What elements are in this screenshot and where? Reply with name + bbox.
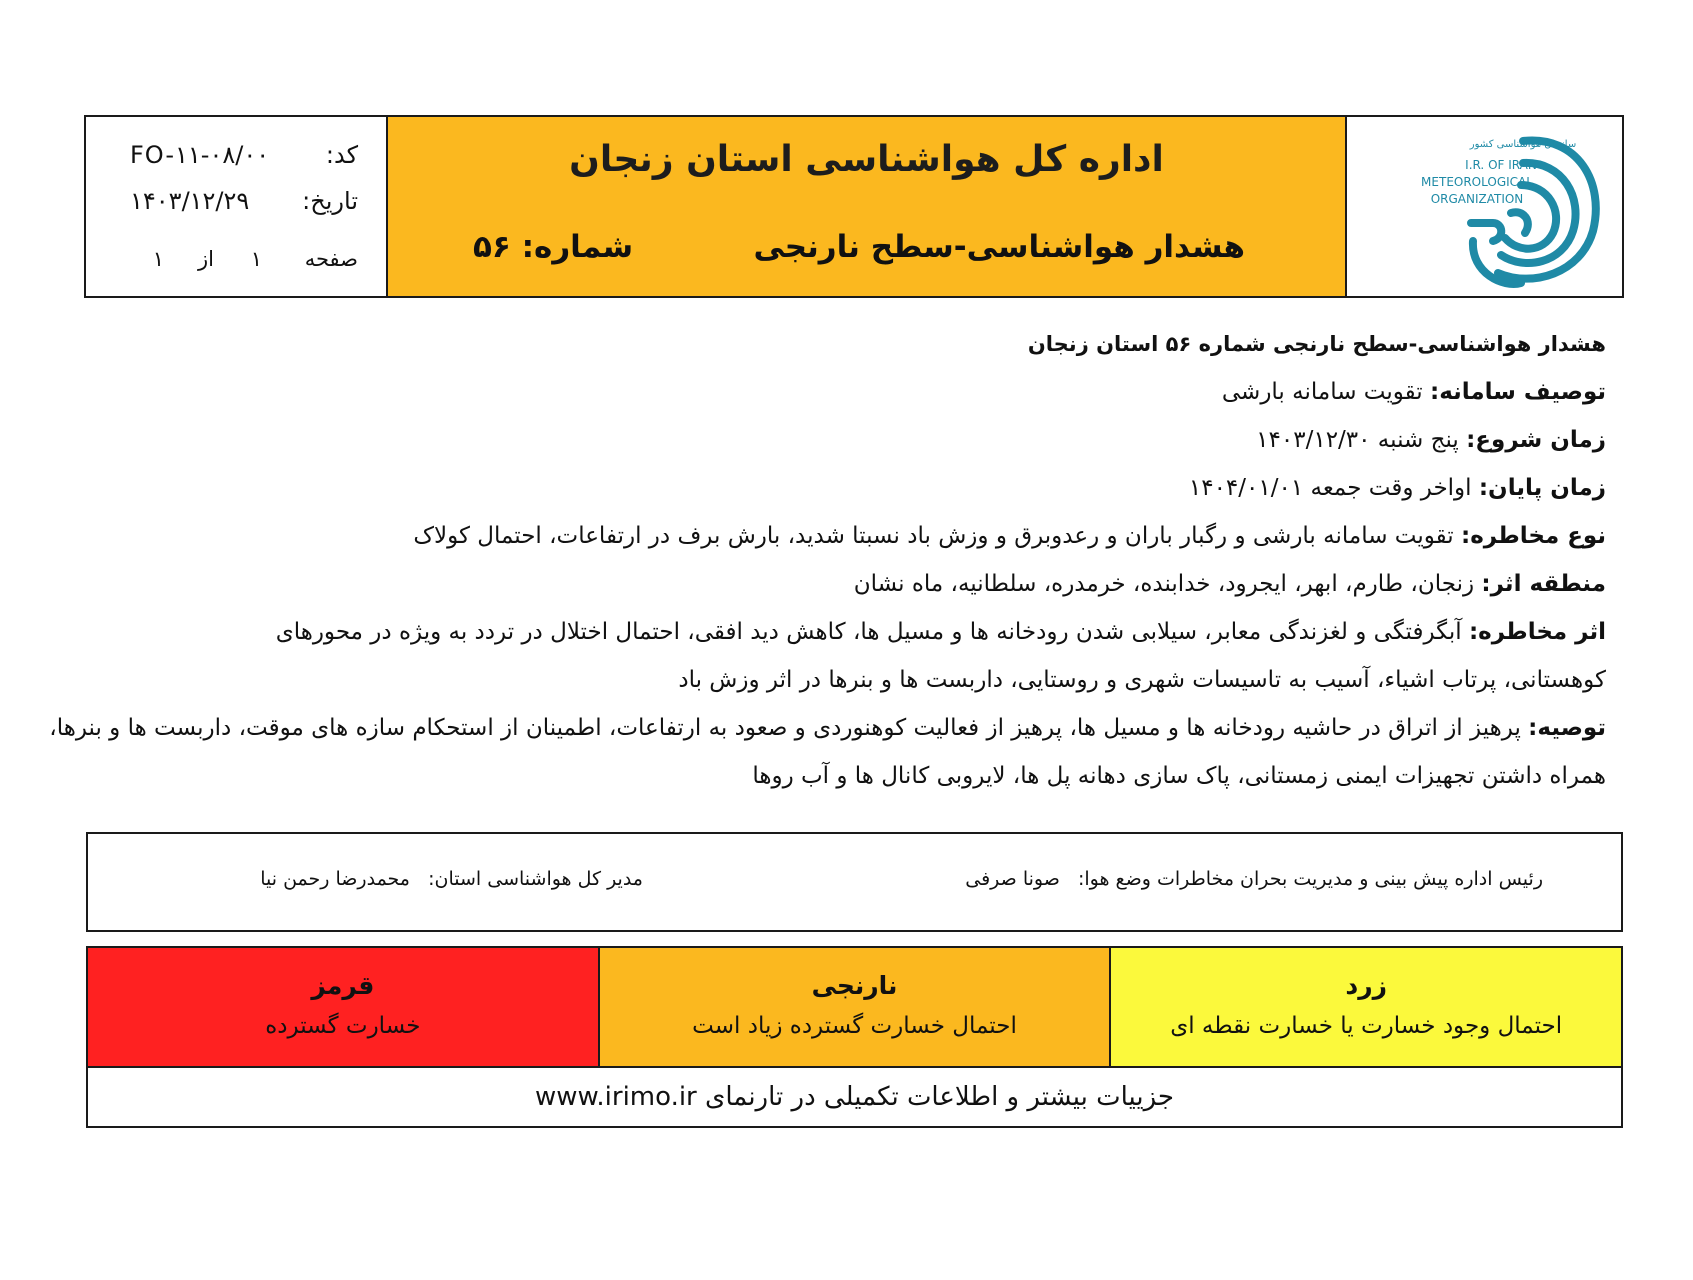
footer-more-info xyxy=(88,1068,1621,1126)
level-yellow-name: زرد xyxy=(1345,971,1387,1000)
system-value: تقویت سامانه بارشی xyxy=(1221,379,1423,405)
logo-text-en-3: ORGANIZATION xyxy=(1430,192,1524,206)
warning-title: هشدار هواشناسی-سطح نارنجی xyxy=(753,229,1245,265)
website-link[interactable]: www.irimo.ir xyxy=(534,1082,697,1112)
title-banner xyxy=(388,117,1347,296)
hazard-type-value: تقویت سامانه بارشی و رگبار باران و رعدوبرق و وزش باد نسبتا شدید، بارش برف در ارتفاعات، احتمال کولاک xyxy=(413,523,1454,549)
hazard-type-label: نوع مخاطره: xyxy=(1461,523,1606,549)
logo-text-fa: سازمان هواشناسی کشور xyxy=(1469,139,1577,150)
forecast-head-label: رئیس اداره پیش بینی و مدیریت بحران مخاطرات وضع هوا: xyxy=(1077,868,1543,890)
warning-heading: هشدار هواشناسی-سطح نارنجی شماره ۵۶ استان زنجان xyxy=(1027,332,1606,356)
level-yellow-desc: احتمال وجود خسارت یا خسارت نقطه ای xyxy=(1170,1013,1563,1039)
page-current: ۱ xyxy=(250,247,262,271)
logo-text-en-1: I.R. OF IRAN xyxy=(1465,158,1537,172)
forecast-head-signature xyxy=(965,868,1543,890)
org-title: اداره کل هواشناسی استان زنجان xyxy=(569,139,1164,180)
page-label: صفحه xyxy=(304,247,358,271)
warning-number: شماره: ۵۶ xyxy=(473,229,634,265)
document-header xyxy=(84,115,1624,298)
code-row xyxy=(86,135,386,175)
effect-value: آبگرفتگی و لغزندگی معابر، سیلابی شدن رودخانه ها و مسیل ها، کاهش دید افقی، احتمال اختلال در تردد به ویژه در محورهای کوهستانی، پرتاب اشیاء، آسیب به تاسیسات شهری و روستایی، داربست ها و بنرها در اثر وزش باد xyxy=(275,619,1606,693)
director-label: مدیر کل هواشناسی استان: xyxy=(428,868,643,890)
code-value: FO-۱۱-۰۸/۰۰ xyxy=(130,141,270,169)
system-line xyxy=(46,368,1606,416)
area-label: منطقه اثر: xyxy=(1481,571,1606,597)
warning-levels-table xyxy=(86,946,1623,1128)
level-orange-desc: احتمال خسارت گسترده زیاد است xyxy=(692,1013,1017,1039)
director-signature xyxy=(260,868,643,890)
logo-cell xyxy=(1347,117,1622,296)
page-total: ۱ xyxy=(152,247,164,271)
level-red xyxy=(88,948,598,1066)
code-label: کد: xyxy=(325,141,358,169)
director-name: محمدرضا رحمن نیا xyxy=(260,868,410,890)
level-orange xyxy=(598,948,1110,1066)
page-of: از xyxy=(198,247,214,271)
warning-body xyxy=(46,322,1606,800)
document-meta xyxy=(86,117,388,296)
date-row xyxy=(86,181,386,221)
area-value: زنجان، طارم، ابهر، ایجرود، خدابنده، خرمدره، سلطانیه، ماه نشان xyxy=(853,571,1475,597)
level-red-desc: خسارت گسترده xyxy=(265,1013,421,1039)
level-yellow xyxy=(1109,948,1621,1066)
hazard-type-line xyxy=(46,512,1606,560)
area-line xyxy=(46,560,1606,608)
start-line xyxy=(46,416,1606,464)
start-label: زمان شروع: xyxy=(1466,427,1606,453)
logo-text-en-2: METEOROLOGICAL xyxy=(1421,175,1533,189)
levels-row xyxy=(88,948,1621,1068)
signature-box xyxy=(86,832,1623,932)
level-orange-name: نارنجی xyxy=(811,971,898,1000)
advice-value: پرهیز از اتراق در حاشیه رودخانه ها و مسیل ها، پرهیز از فعالیت کوهنوردی و صعود به ارتفاعات، اطمینان از استحکام سازه های موقت، داربست ها و بنرها، همراه داشتن تجهیزات ایمنی زمستانی، پاک سازی دهانه پل ها، لایروبی کانال ها و آب روها xyxy=(49,715,1606,789)
forecast-head-name: صونا صرفی xyxy=(965,868,1060,890)
effect-label: اثر مخاطره: xyxy=(1468,619,1606,645)
level-red-name: قرمز xyxy=(311,971,375,1000)
end-line xyxy=(46,464,1606,512)
system-label: توصیف سامانه: xyxy=(1430,379,1606,405)
date-label: تاریخ: xyxy=(302,187,358,215)
effect-line xyxy=(46,608,1606,704)
meteorological-organization-logo xyxy=(1353,123,1615,291)
date-value: ۱۴۰۳/۱۲/۲۹ xyxy=(130,187,250,215)
advice-line xyxy=(46,704,1606,800)
end-label: زمان پایان: xyxy=(1478,475,1606,501)
page-row xyxy=(86,241,386,281)
start-value: پنج شنبه ۱۴۰۳/۱۲/۳۰ xyxy=(1256,427,1459,453)
end-value: اواخر وقت جمعه ۱۴۰۴/۰۱/۰۱ xyxy=(1188,475,1472,501)
advice-label: توصیه: xyxy=(1528,715,1606,741)
footer-text: جزییات بیشتر و اطلاعات تکمیلی در تارنمای xyxy=(705,1082,1175,1112)
